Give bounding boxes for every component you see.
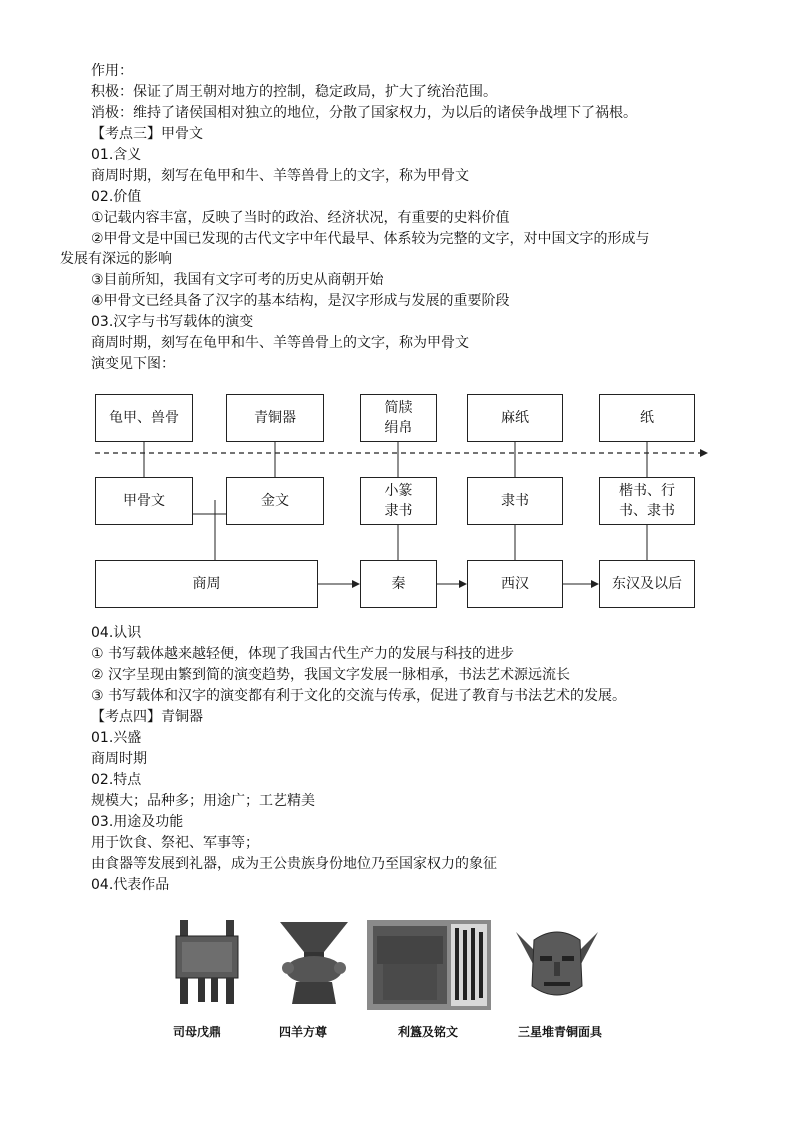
text-line: 商周时期 xyxy=(91,751,147,767)
artifact-caption: 四羊方尊 xyxy=(279,1025,328,1039)
script-box: 小篆 隶书 xyxy=(360,477,437,525)
script-box: 隶书 xyxy=(467,477,563,525)
script-box: 甲骨文 xyxy=(95,477,193,525)
subheading: 04.代表作品 xyxy=(91,877,170,893)
text-line: 商周时期，刻写在龟甲和牛、羊等兽骨上的文字，称为甲骨文 xyxy=(91,168,469,184)
text-line: ②甲骨文是中国已发现的古代文字中年代最早、体系较为完整的文字，对中国文字的形成与 xyxy=(91,231,650,247)
subheading: 04.认识 xyxy=(91,625,142,641)
gui-vessel-icon xyxy=(367,920,491,1010)
subheading: 02.特点 xyxy=(91,772,142,788)
script-box: 金文 xyxy=(226,477,324,525)
era-box: 西汉 xyxy=(467,560,563,608)
artifact-caption: 司母戊鼎 xyxy=(173,1025,222,1039)
carrier-box: 纸 xyxy=(599,394,695,442)
text-line: ①记载内容丰富，反映了当时的政治、经济状况，有重要的史料价值 xyxy=(91,210,510,226)
text-line: 作用： xyxy=(91,63,133,79)
artifact-caption: 利簋及铭文 xyxy=(398,1025,459,1039)
evolution-diagram xyxy=(0,380,794,620)
era-box: 商周 xyxy=(95,560,318,608)
carrier-box: 简牍 绢帛 xyxy=(360,394,437,442)
section-heading: 【考点四】青铜器 xyxy=(91,709,203,725)
text-line: 消极：维持了诸侯国相对独立的地位，分散了国家权力，为以后的诸侯争战埋下了祸根。 xyxy=(91,105,637,121)
artifact-gallery xyxy=(0,912,794,1042)
text-line: 用于饮食、祭祀、军事等； xyxy=(91,835,259,851)
era-box: 秦 xyxy=(360,560,437,608)
era-box: 东汉及以后 xyxy=(599,560,695,608)
section-heading: 【考点三】甲骨文 xyxy=(91,126,203,142)
carrier-box: 龟甲、兽骨 xyxy=(95,394,193,442)
text-line: ③ 书写载体和汉字的演变都有利于文化的交流与传承，促进了教育与书法艺术的发展。 xyxy=(91,688,626,704)
text-line: ① 书写载体越来越轻便，体现了我国古代生产力的发展与科技的进步 xyxy=(91,646,514,662)
script-box: 楷书、行 书、隶书 xyxy=(599,477,695,525)
text-line: ② 汉字呈现由繁到简的演变趋势，我国文字发展一脉相承，书法艺术源远流长 xyxy=(91,667,570,683)
carrier-box: 青铜器 xyxy=(226,394,324,442)
carrier-box: 麻纸 xyxy=(467,394,563,442)
subheading: 02.价值 xyxy=(91,189,142,205)
text-line: 积极：保证了周王朝对地方的控制，稳定政局，扩大了统治范围。 xyxy=(91,84,497,100)
text-line: ③目前所知，我国有文字可考的历史从商朝开始 xyxy=(91,272,384,288)
text-line: 发展有深远的影响 xyxy=(60,251,172,267)
subheading: 01.含义 xyxy=(91,147,142,163)
subheading: 03.用途及功能 xyxy=(91,814,184,830)
text-line: 演变见下图： xyxy=(91,356,175,372)
text-line: 由食器等发展到礼器，成为王公贵族身份地位乃至国家权力的象征 xyxy=(91,856,497,872)
text-line: 规模大；品种多；用途广；工艺精美 xyxy=(91,793,315,809)
zun-vessel-icon xyxy=(274,912,354,1012)
text-line: ④甲骨文已经具备了汉字的基本结构，是汉字形成与发展的重要阶段 xyxy=(91,293,510,309)
ding-cauldron-icon xyxy=(168,912,248,1012)
bronze-mask-icon xyxy=(512,920,602,1010)
subheading: 03.汉字与书写载体的演变 xyxy=(91,314,254,330)
artifact-caption: 三星堆青铜面具 xyxy=(518,1025,603,1039)
subheading: 01.兴盛 xyxy=(91,730,142,746)
text-line: 商周时期，刻写在龟甲和牛、羊等兽骨上的文字，称为甲骨文 xyxy=(91,335,469,351)
